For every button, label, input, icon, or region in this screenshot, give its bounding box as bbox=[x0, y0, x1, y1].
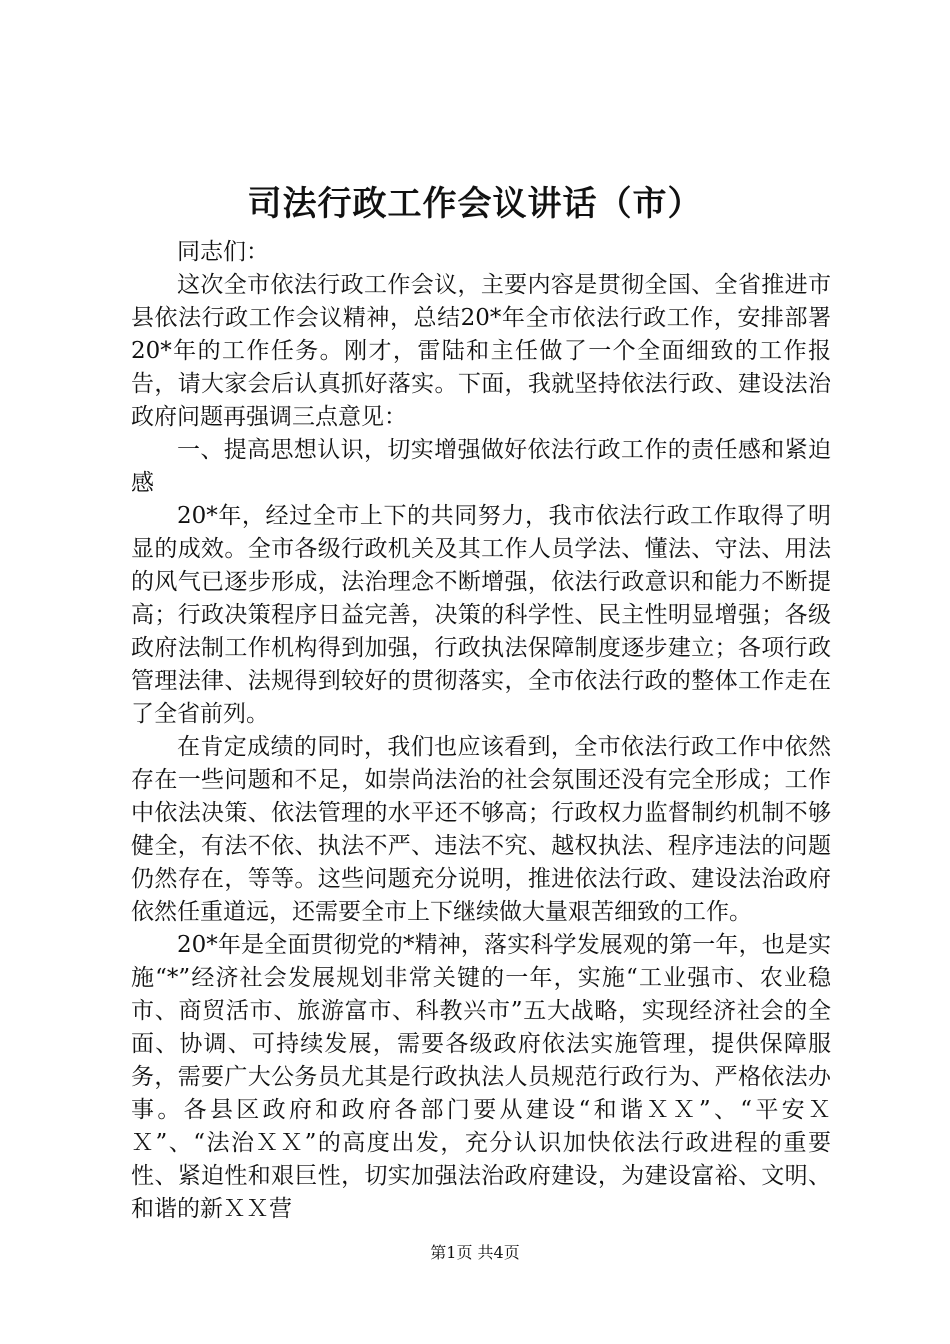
page-number-footer: 第1页 共4页 bbox=[430, 1243, 520, 1262]
body-paragraph: 20*年，经过全市上下的共同努力，我市依法行政工作取得了明显的成效。全市各级行政机关及其工作人员学法、懂法、守法、用法的风气已逐步形成，法治理念不断增强，依法行政意识和能力不断提高；行政决策程序日益完善，决策的科学性、民主性明显增强；各级政府法制工作机构得到加强，行政执法保障制度逐步建立；各项行政管理法律、法规得到较好的贯彻落实，全市依法行政的整体工作走在了全省前列。 bbox=[131, 503, 831, 727]
body-paragraph: 20*年是全面贯彻党的*精神，落实科学发展观的第一年，也是实施“*”经济社会发展规划非常关键的一年，实施“工业强市、农业稳市、商贸活市、旅游富市、科教兴市”五大战略，实现经济社会的全面、协调、可持续发展，需要各级政府依法实施管理，提供保障服务，需要广大公务员尤其是行政执法人员规范行政行为、严格依法办事。各县区政府和政府各部门要从建设“和谐ＸＸ”、“平安ＸＸ”、“法治ＸＸ”的高度出发，充分认识加快依法行政进程的重要性、紧迫性和艰巨性，切实加强法治政府建设，为建设富裕、文明、和谐的新ＸＸ营 bbox=[131, 932, 831, 1222]
greeting-paragraph: 同志们： bbox=[177, 239, 269, 265]
page-title: 司法行政工作会议讲话（市） bbox=[247, 184, 703, 224]
document-body bbox=[131, 236, 831, 1226]
intro-paragraph: 这次全市依法行政工作会议，主要内容是贯彻全国、全省推进市县依法行政工作会议精神，总结20*年全市依法行政工作，安排部署20*年的工作任务。刚才，雷陆和主任做了一个全面细致的工作报告，请大家会后认真抓好落实。下面，我就坚持依法行政、建设法治政府问题再强调三点意见： bbox=[131, 272, 831, 430]
body-paragraph: 在肯定成绩的同时，我们也应该看到，全市依法行政工作中依然存在一些问题和不足，如崇尚法治的社会氛围还没有完全形成；工作中依法决策、依法管理的水平还不够高；行政权力监督制约机制不够健全，有法不依、执法不严、违法不究、越权执法、程序违法的问题仍然存在，等等。这些问题充分说明，推进依法行政、建设法治政府依然任重道远，还需要全市上下继续做大量艰苦细致的工作。 bbox=[131, 734, 831, 925]
section-heading: 一、提高思想认识，切实增强做好依法行政工作的责任感和紧迫感 bbox=[131, 437, 831, 496]
